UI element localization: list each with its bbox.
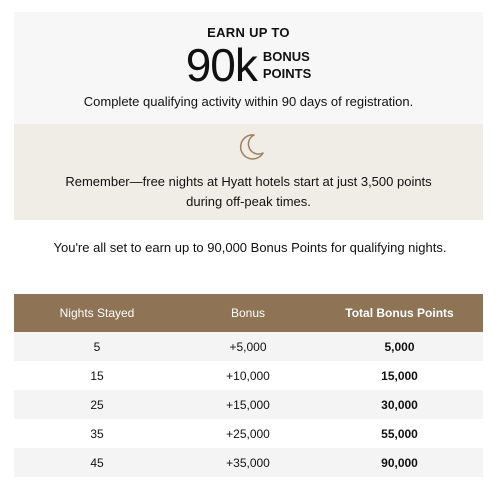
reminder-line-2: during off-peak times. — [186, 194, 311, 209]
header-nights-stayed: Nights Stayed — [14, 294, 180, 332]
cell-nights: 45 — [14, 448, 180, 477]
table-row — [14, 390, 483, 419]
cell-nights: 15 — [14, 361, 180, 390]
cell-bonus: +35,000 — [180, 448, 316, 477]
cell-total: 5,000 — [316, 332, 483, 361]
cell-bonus: +10,000 — [180, 361, 316, 390]
hero-bonus-word: BONUS — [262, 49, 310, 64]
hero-subtitle: Complete qualifying activity within 90 days of registration. — [83, 94, 414, 109]
hero-bonus-points-label — [263, 48, 311, 82]
table-row — [14, 332, 483, 361]
reminder-text — [14, 172, 483, 212]
hero-amount: 90k — [185, 39, 257, 91]
hero-amount-row — [14, 39, 483, 91]
cell-total: 55,000 — [316, 419, 483, 448]
moon-icon — [236, 132, 266, 162]
cell-bonus: +15,000 — [180, 390, 316, 419]
reminder-banner — [14, 124, 483, 220]
cell-total: 15,000 — [316, 361, 483, 390]
reminder-line-1: Remember—free nights at Hyatt hotels start at just 3,500 points — [65, 174, 432, 189]
cell-nights: 35 — [14, 419, 180, 448]
table-row — [14, 419, 483, 448]
bonus-table — [14, 294, 483, 477]
cell-total: 90,000 — [316, 448, 483, 477]
cell-bonus: +5,000 — [180, 332, 316, 361]
table-header-row — [14, 294, 483, 332]
summary-text: You're all set to earn up to 90,000 Bonus Points for qualifying nights. — [53, 240, 447, 255]
hero-earn-label: EARN UP TO — [207, 25, 290, 40]
cell-bonus: +25,000 — [180, 419, 316, 448]
table-row — [14, 448, 483, 477]
header-total-bonus-points: Total Bonus Points — [316, 294, 483, 332]
cell-nights: 5 — [14, 332, 180, 361]
table-row — [14, 361, 483, 390]
hero-points-word: POINTS — [262, 66, 312, 81]
header-bonus: Bonus — [180, 294, 316, 332]
hero-banner — [14, 12, 483, 124]
cell-nights: 25 — [14, 390, 180, 419]
cell-total: 30,000 — [316, 390, 483, 419]
